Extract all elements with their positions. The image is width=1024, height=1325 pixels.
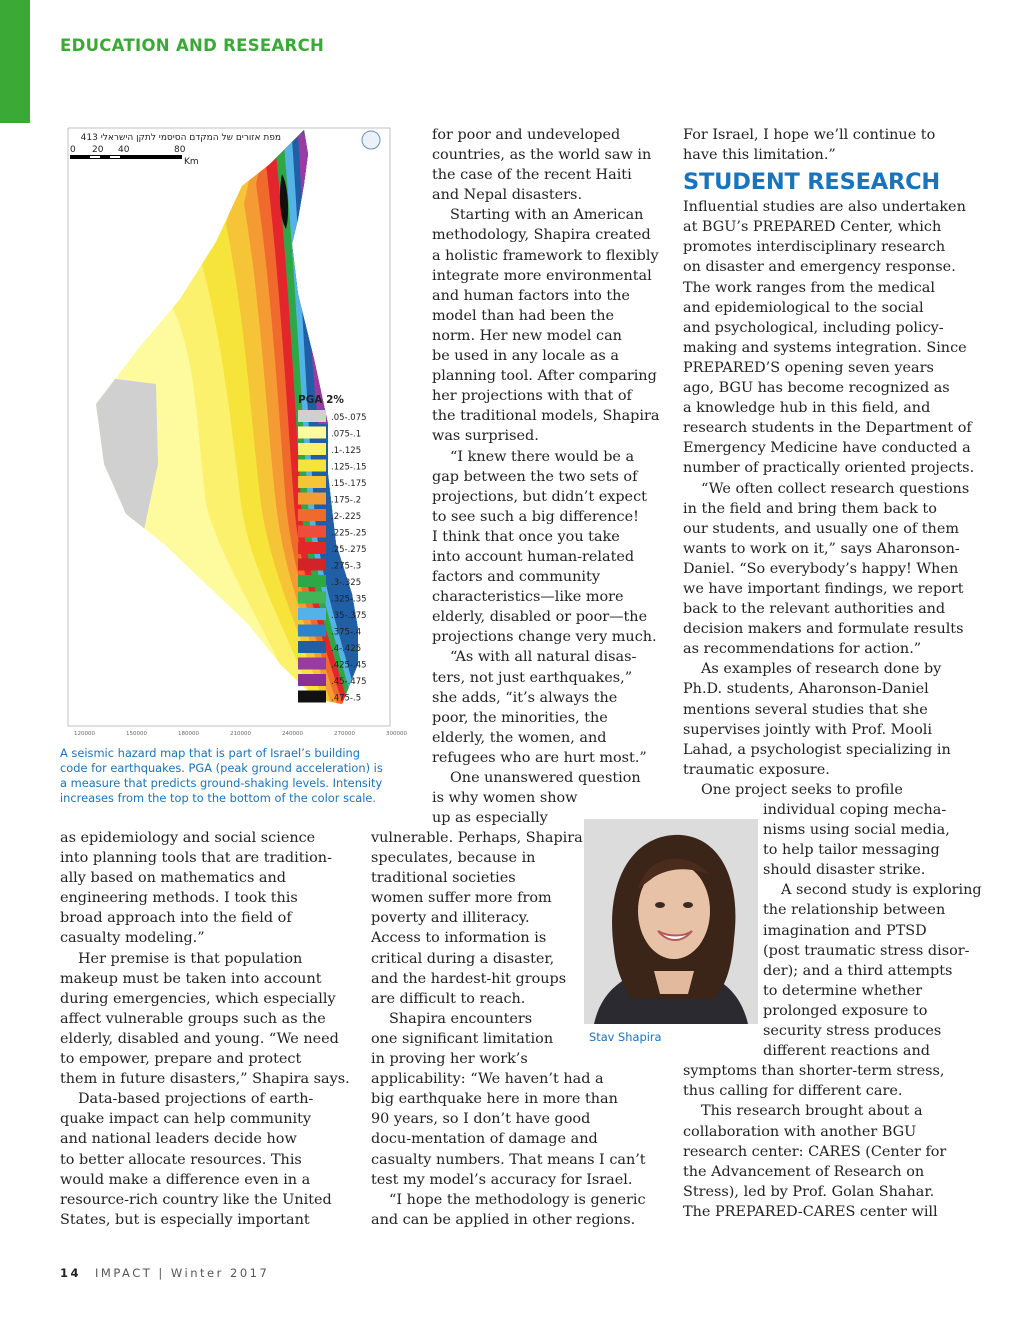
legend-label: .475-.5 bbox=[331, 693, 362, 704]
text-line: Daniel. “So everybody’s happy! When bbox=[683, 560, 959, 577]
page-number: 14 bbox=[60, 1266, 82, 1280]
legend-label: .15-.175 bbox=[331, 479, 367, 489]
text-line: I think that once you take bbox=[432, 528, 620, 545]
text-line: traditional societies bbox=[371, 870, 516, 887]
legend-label: .325-.35 bbox=[331, 594, 367, 605]
legend-label: .35-.375 bbox=[331, 611, 367, 621]
text-line: Lahad, a psychologist specializing in bbox=[683, 741, 951, 758]
legend-swatch bbox=[298, 509, 326, 521]
text-line: planning tool. After comparing bbox=[432, 368, 657, 385]
legend-title: PGA 2% bbox=[298, 394, 344, 406]
text-line: and can be applied in other regions. bbox=[371, 1211, 636, 1228]
text-line: back to the relevant authorities and bbox=[683, 601, 946, 618]
legend-swatch bbox=[298, 674, 326, 686]
caption-line: code for earthquakes. PGA (peak ground acceleration) is bbox=[60, 761, 383, 775]
text-line: different reactions and bbox=[763, 1043, 930, 1060]
legend-label: .375-.4 bbox=[331, 627, 362, 638]
legend-label: .125-.15 bbox=[331, 462, 367, 473]
photo-caption: Stav Shapira bbox=[589, 1030, 662, 1044]
map-caption bbox=[60, 746, 390, 806]
text-line: during emergencies, which especially bbox=[60, 990, 336, 1007]
text-line: This research brought about a bbox=[701, 1103, 923, 1120]
text-line: “I knew there would be a bbox=[450, 448, 635, 465]
text-line: speculates, because in bbox=[371, 850, 536, 867]
text-line: test my model’s accuracy for Israel. bbox=[371, 1171, 633, 1188]
section-color-bar bbox=[0, 0, 30, 123]
text-line: in the field and bring them back to bbox=[683, 500, 937, 517]
text-line: affect vulnerable groups such as the bbox=[60, 1010, 326, 1027]
text-line: on disaster and emergency response. bbox=[683, 259, 956, 276]
legend-label: .175-.2 bbox=[331, 495, 362, 506]
text-line: into account human-related bbox=[432, 548, 635, 565]
text-line: would make a difference even in a bbox=[60, 1171, 311, 1188]
text-line: she adds, “it’s always the bbox=[432, 689, 618, 706]
text-line: individual coping mecha- bbox=[763, 802, 947, 818]
text-line: symptoms than shorter-term stress, bbox=[683, 1063, 945, 1080]
text-line: der); and a third attempts bbox=[763, 962, 953, 979]
legend-label: .225-.25 bbox=[331, 528, 367, 539]
legend-swatch bbox=[298, 476, 326, 488]
text-line: traumatic exposure. bbox=[683, 761, 830, 778]
text-line: wants to work on it,” says Aharonson- bbox=[683, 540, 960, 557]
text-line: a holistic framework to flexibly bbox=[432, 247, 659, 264]
legend-swatch bbox=[298, 526, 326, 538]
legend-swatch bbox=[298, 658, 326, 670]
text-line: The PREPARED-CARES center will bbox=[683, 1203, 938, 1220]
text-line: poor, the minorities, the bbox=[432, 709, 608, 726]
scale-label-0: 0 bbox=[70, 145, 76, 155]
legend-swatch bbox=[298, 559, 326, 571]
text-line: docu-mentation of damage and bbox=[371, 1131, 598, 1148]
text-line: PREPARED’S opening seven years bbox=[683, 359, 934, 376]
text-line: a knowledge hub in this field, and bbox=[683, 400, 931, 417]
text-line: factors and community bbox=[432, 569, 600, 586]
legend-swatch bbox=[298, 460, 326, 472]
text-line: the Advancement of Research on bbox=[683, 1163, 925, 1180]
text-line: ally based on mathematics and bbox=[60, 870, 286, 887]
text-line: women suffer more from bbox=[371, 890, 552, 907]
text-line: characteristics—like more bbox=[432, 589, 624, 606]
text-line: quake impact can help community bbox=[60, 1111, 312, 1128]
legend-label: .425-.45 bbox=[331, 660, 367, 671]
text-line: one significant limitation bbox=[371, 1030, 554, 1047]
x-tick-label: 240000 bbox=[282, 731, 303, 737]
text-line: and psychological, including policy- bbox=[683, 319, 944, 336]
text-line: to help tailor messaging bbox=[763, 842, 940, 859]
legend-swatch bbox=[298, 592, 326, 604]
text-line: engineering methods. I took this bbox=[60, 890, 298, 907]
text-line: should disaster strike. bbox=[763, 862, 926, 879]
text-line: into planning tools that are tradition- bbox=[60, 850, 332, 867]
text-line: ago, BGU has become recognized as bbox=[683, 380, 950, 397]
legend-label: .2-.225 bbox=[331, 512, 362, 522]
column-2-top bbox=[432, 125, 659, 828]
text-line: elderly, disabled or poor—the bbox=[432, 609, 648, 626]
text-line: critical during a disaster, bbox=[371, 950, 555, 967]
text-line: “I hope the methodology is generic bbox=[389, 1191, 646, 1208]
section-title: EDUCATION AND RESEARCH bbox=[60, 36, 325, 55]
text-line: gap between the two sets of bbox=[432, 468, 638, 485]
text-line: resource-rich country like the United bbox=[60, 1191, 332, 1208]
text-line: prolonged exposure to bbox=[763, 1002, 928, 1019]
text-line: as epidemiology and social science bbox=[60, 830, 316, 846]
institute-logo bbox=[362, 131, 380, 149]
text-line: promotes interdisciplinary research bbox=[683, 239, 946, 256]
text-line: A second study is exploring bbox=[781, 882, 982, 899]
text-line: elderly, disabled and young. “We need bbox=[60, 1030, 339, 1047]
text-line: imagination and PTSD bbox=[763, 922, 927, 939]
x-tick-label: 120000 bbox=[74, 731, 95, 737]
column-3 bbox=[683, 125, 982, 1222]
text-line: integrate more environmental bbox=[432, 267, 652, 284]
text-line: “As with all natural disas- bbox=[450, 649, 637, 666]
text-line: poverty and illiteracy. bbox=[371, 910, 530, 927]
text-line: supervises jointly with Prof. Mooli bbox=[683, 721, 932, 738]
text-line: collaboration with another BGU bbox=[683, 1123, 917, 1140]
text-line: projections, but didn’t expect bbox=[432, 488, 647, 505]
text-line: for poor and undeveloped bbox=[432, 127, 621, 143]
text-line: (post traumatic stress disor- bbox=[763, 942, 970, 959]
caption-line: A seismic hazard map that is part of Israel’s building bbox=[60, 746, 360, 760]
legend-swatch bbox=[298, 493, 326, 505]
text-line: Data-based projections of earth- bbox=[78, 1091, 314, 1108]
text-line: One project seeks to profile bbox=[701, 781, 903, 798]
legend-swatch bbox=[298, 641, 326, 653]
x-tick-label: 300000 bbox=[386, 731, 407, 737]
text-line: norm. Her new model can bbox=[432, 327, 622, 344]
text-line: thus calling for different care. bbox=[683, 1083, 903, 1100]
text-line: 90 years, so I don’t have good bbox=[371, 1111, 591, 1128]
legend-label: .1-.125 bbox=[331, 446, 362, 456]
caption-line: increases from the top to the bottom of the color scale. bbox=[60, 791, 377, 805]
publication-name: IMPACT | Winter 2017 bbox=[95, 1266, 270, 1280]
text-line: and Nepal disasters. bbox=[432, 187, 583, 204]
text-line: Starting with an American bbox=[450, 207, 644, 224]
x-tick-label: 210000 bbox=[230, 731, 251, 737]
text-line: big earthquake here in more than bbox=[371, 1091, 618, 1108]
text-line: be used in any locale as a bbox=[432, 348, 619, 365]
text-line: to see such a big difference! bbox=[432, 508, 639, 525]
column-1 bbox=[60, 828, 350, 1230]
text-line: them in future disasters,” Shapira says. bbox=[60, 1071, 350, 1088]
map-hebrew-title: מפת אזורים של המקדם הסיסמי לתקן הישראלי 413 bbox=[80, 133, 281, 143]
text-line: research students in the Department of bbox=[683, 420, 972, 437]
text-line: For Israel, I hope we’ll continue to bbox=[683, 127, 936, 143]
text-line: elderly, the women, and bbox=[432, 729, 607, 746]
text-line: decision makers and formulate results bbox=[683, 621, 964, 638]
text-line: countries, as the world saw in bbox=[432, 147, 652, 164]
subheading-student-research: STUDENT RESEARCH bbox=[683, 169, 941, 196]
legend-swatch bbox=[298, 410, 326, 422]
text-line: up as especially bbox=[432, 810, 548, 827]
text-line: have this limitation.” bbox=[683, 147, 836, 164]
text-line: to better allocate resources. This bbox=[60, 1151, 302, 1168]
legend-label: .4-.425 bbox=[331, 644, 362, 654]
text-line: the case of the recent Haiti bbox=[432, 167, 632, 184]
text-line: The work ranges from the medical bbox=[683, 279, 935, 296]
text-line: Influential studies are also undertaken bbox=[683, 199, 966, 216]
text-line: vulnerable. Perhaps, Shapira bbox=[371, 830, 583, 846]
text-line: and human factors into the bbox=[432, 287, 630, 304]
scale-label-80: 80 bbox=[174, 145, 186, 155]
legend-swatch bbox=[298, 608, 326, 620]
legend-label: .05-.075 bbox=[331, 413, 367, 423]
legend-swatch bbox=[298, 575, 326, 587]
text-line: research center: CARES (Center for bbox=[683, 1143, 947, 1160]
page-footer bbox=[60, 1266, 269, 1280]
x-tick-label: 150000 bbox=[126, 731, 147, 737]
text-line: Stress), led by Prof. Golan Shahar. bbox=[683, 1183, 935, 1200]
legend-label: .275-.3 bbox=[331, 561, 362, 572]
text-line: Ph.D. students, Aharonson-Daniel bbox=[683, 681, 929, 698]
text-line: Emergency Medicine have conducted a bbox=[683, 440, 971, 457]
text-line: and national leaders decide how bbox=[60, 1131, 297, 1148]
text-line: projections change very much. bbox=[432, 629, 657, 646]
text-line: ters, not just earthquakes,” bbox=[432, 669, 633, 686]
text-line: to determine whether bbox=[763, 982, 923, 999]
text-line: our students, and usually one of them bbox=[683, 520, 959, 537]
legend-swatch bbox=[298, 427, 326, 439]
scale-bar bbox=[70, 155, 182, 159]
caption-line: a measure that predicts ground-shaking levels. Intensity bbox=[60, 776, 383, 790]
text-line: One unanswered question bbox=[450, 770, 641, 786]
text-line: is why women show bbox=[432, 790, 578, 807]
text-line: methodology, Shapira created bbox=[432, 227, 651, 244]
text-line: makeup must be taken into account bbox=[60, 970, 322, 987]
text-line: States, but is especially important bbox=[60, 1211, 310, 1228]
text-line: at BGU’s PREPARED Center, which bbox=[683, 219, 942, 236]
text-line: we have important findings, we report bbox=[683, 580, 964, 597]
text-line: number of practically oriented projects. bbox=[683, 460, 975, 477]
text-line: nisms using social media, bbox=[763, 822, 950, 839]
text-line: mentions several studies that she bbox=[683, 701, 928, 718]
text-line: applicability: “We haven’t had a bbox=[371, 1071, 604, 1088]
text-line: and the hardest-hit groups bbox=[371, 970, 567, 987]
seismic-hazard-map bbox=[46, 124, 407, 738]
legend-swatch bbox=[298, 625, 326, 637]
text-line: Shapira encounters bbox=[389, 1010, 533, 1027]
x-tick-label: 180000 bbox=[178, 731, 199, 737]
x-tick-label: 270000 bbox=[334, 731, 355, 737]
text-line: model than had been the bbox=[432, 307, 614, 324]
legend-swatch bbox=[298, 691, 326, 703]
text-line: casualty modeling.” bbox=[60, 930, 205, 947]
text-line: broad approach into the field of bbox=[60, 910, 292, 927]
scale-unit: Km bbox=[184, 157, 199, 167]
text-line: casualty numbers. That means I can’t bbox=[371, 1151, 646, 1168]
text-line: “We often collect research questions bbox=[701, 480, 970, 497]
text-line: the relationship between bbox=[763, 902, 946, 919]
scale-label-20: 20 bbox=[92, 145, 104, 155]
text-line: was surprised. bbox=[432, 428, 539, 445]
legend-label: .45-.475 bbox=[331, 677, 367, 687]
text-line: and epidemiological to the social bbox=[683, 299, 924, 316]
text-line: in proving her work’s bbox=[371, 1051, 528, 1068]
text-line: to empower, prepare and protect bbox=[60, 1051, 302, 1068]
legend-swatch bbox=[298, 542, 326, 554]
legend-label: .3-.325 bbox=[331, 578, 362, 588]
legend-label: .075-.1 bbox=[331, 429, 362, 440]
legend-swatch bbox=[298, 443, 326, 455]
text-line: As examples of research done by bbox=[701, 661, 942, 678]
text-line: making and systems integration. Since bbox=[683, 339, 967, 356]
legend-label: .25-.275 bbox=[331, 545, 367, 555]
text-line: Access to information is bbox=[371, 930, 547, 947]
text-line: security stress produces bbox=[763, 1023, 942, 1040]
text-line: are difficult to reach. bbox=[371, 990, 526, 1007]
scale-label-40: 40 bbox=[118, 145, 130, 155]
text-line: Her premise is that population bbox=[78, 950, 303, 967]
text-line: her projections with that of bbox=[432, 388, 632, 405]
text-line: refugees who are hurt most.” bbox=[432, 749, 647, 766]
text-line: as recommendations for action.” bbox=[683, 641, 922, 658]
text-line: the traditional models, Shapira bbox=[432, 408, 660, 425]
